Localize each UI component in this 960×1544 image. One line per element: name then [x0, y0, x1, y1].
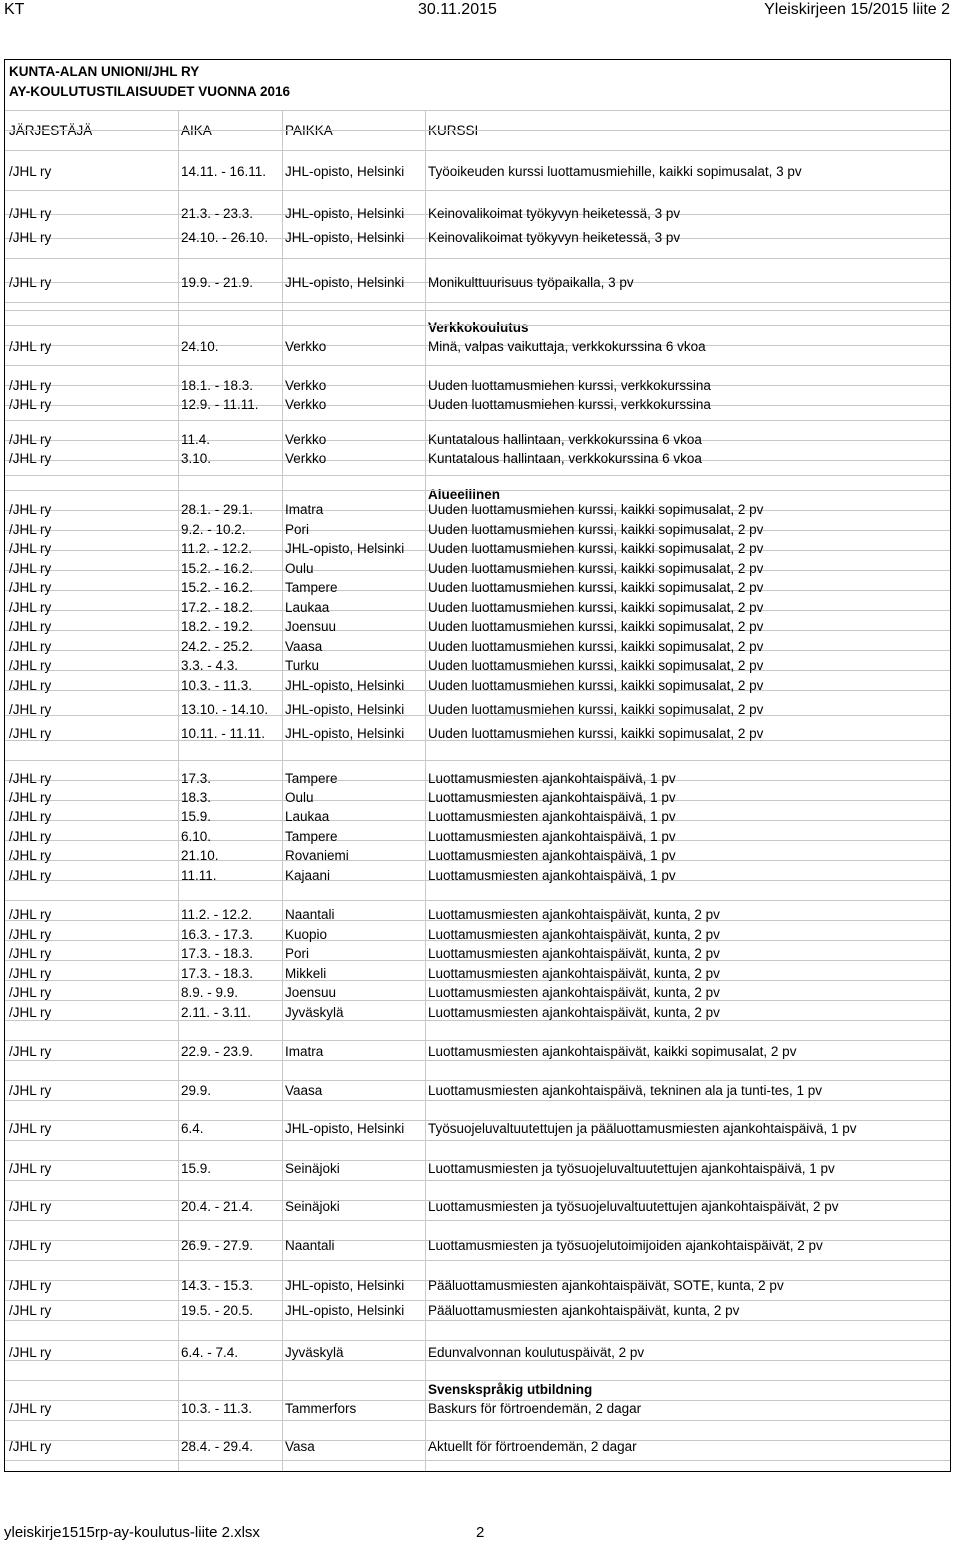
- grid-line: [5, 1180, 950, 1181]
- time-cell: 14.11. - 16.11.: [181, 164, 267, 179]
- place-cell: Naantali: [285, 1238, 335, 1253]
- grid-line: [5, 1100, 950, 1101]
- organizer-cell: /JHL ry: [9, 1199, 52, 1214]
- organizer-cell: /JHL ry: [9, 541, 52, 556]
- table-row: [5, 1237, 950, 1255]
- time-cell: 28.4. - 29.4.: [181, 1439, 254, 1454]
- grid-line: [5, 475, 950, 476]
- time-cell: 19.9. - 21.9.: [181, 275, 254, 290]
- place-cell: JHL-opisto, Helsinki: [285, 726, 405, 741]
- organizer-cell: /JHL ry: [9, 378, 52, 393]
- table-row: [5, 984, 950, 1002]
- time-cell: 29.9.: [181, 1083, 212, 1098]
- place-cell: Verkko: [285, 432, 327, 447]
- organizer-cell: /JHL ry: [9, 1083, 52, 1098]
- table-row: [5, 431, 950, 449]
- grid-line: [5, 760, 950, 761]
- table-row: [5, 808, 950, 826]
- table-row: [5, 789, 950, 807]
- col-header-time: AIKA: [181, 123, 212, 138]
- time-cell: 10.11. - 11.11.: [181, 726, 266, 741]
- course-cell: Luottamusmiesten ajankohtaispäivä, 1 pv: [428, 790, 676, 805]
- time-cell: 3.10.: [181, 451, 212, 466]
- table-row: [5, 450, 950, 468]
- grid-line: [5, 1460, 950, 1461]
- table-row: [5, 1438, 950, 1456]
- course-cell: Uuden luottamusmiehen kurssi, verkkokurssina: [428, 378, 711, 393]
- time-cell: 28.1. - 29.1.: [181, 502, 254, 517]
- organizer-cell: /JHL ry: [9, 164, 52, 179]
- place-cell: JHL-opisto, Helsinki: [285, 1278, 405, 1293]
- place-cell: JHL-opisto, Helsinki: [285, 230, 405, 245]
- place-cell: Vaasa: [285, 639, 323, 654]
- place-cell: Mikkeli: [285, 966, 327, 981]
- organizer-cell: /JHL ry: [9, 1401, 52, 1416]
- time-cell: 17.3. - 18.3.: [181, 966, 254, 981]
- grid-line: [5, 490, 950, 491]
- course-cell: Monikulttuurisuus työpaikalla, 3 pv: [428, 275, 634, 290]
- organizer-cell: /JHL ry: [9, 726, 52, 741]
- time-cell: 18.1. - 18.3.: [181, 378, 254, 393]
- grid-line: [5, 900, 950, 901]
- organizer-cell: /JHL ry: [9, 985, 52, 1000]
- section-verkkokoulutus: Verkkokoulutus: [428, 320, 529, 335]
- grid-line: [5, 150, 950, 151]
- place-cell: JHL-opisto, Helsinki: [285, 164, 405, 179]
- grid-line: [5, 325, 950, 326]
- place-cell: Laukaa: [285, 809, 330, 824]
- time-cell: 17.3. - 18.3.: [181, 946, 254, 961]
- grid-line: [5, 258, 950, 259]
- course-cell: Uuden luottamusmiehen kurssi, verkkokurssina: [428, 397, 711, 412]
- time-cell: 10.3. - 11.3.: [181, 678, 253, 693]
- course-cell: Luottamusmiesten ja työsuojeluvaltuutettujen ajankohtaispäivä, 1 pv: [428, 1161, 835, 1176]
- title-line-1: KUNTA-ALAN UNIONI/JHL RY: [9, 64, 200, 79]
- table-row: [5, 618, 950, 636]
- course-cell: Uuden luottamusmiehen kurssi, kaikki sopimusalat, 2 pv: [428, 600, 764, 615]
- organizer-cell: /JHL ry: [9, 522, 52, 537]
- organizer-cell: /JHL ry: [9, 432, 52, 447]
- course-cell: Luottamusmiesten ajankohtaispäivät, kunta, 2 pv: [428, 946, 720, 961]
- place-cell: Verkko: [285, 451, 327, 466]
- organizer-cell: /JHL ry: [9, 1238, 52, 1253]
- organizer-cell: /JHL ry: [9, 790, 52, 805]
- place-cell: JHL-opisto, Helsinki: [285, 541, 405, 556]
- table-row: [5, 274, 950, 292]
- organizer-cell: /JHL ry: [9, 600, 52, 615]
- course-cell: Uuden luottamusmiehen kurssi, kaikki sopimusalat, 2 pv: [428, 702, 764, 717]
- course-cell: Minä, valpas vaikuttaja, verkkokurssina 6 vkoa: [428, 339, 706, 354]
- course-cell: Uuden luottamusmiehen kurssi, kaikki sopimusalat, 2 pv: [428, 658, 764, 673]
- organizer-cell: /JHL ry: [9, 1005, 52, 1020]
- organizer-cell: /JHL ry: [9, 848, 52, 863]
- time-cell: 2.11. - 3.11.: [181, 1005, 252, 1020]
- organizer-cell: /JHL ry: [9, 580, 52, 595]
- course-cell: Kuntatalous hallintaan, verkkokurssina 6 vkoa: [428, 432, 702, 447]
- organizer-cell: /JHL ry: [9, 1121, 52, 1136]
- time-cell: 15.2. - 16.2.: [181, 561, 254, 576]
- place-cell: Tampere: [285, 829, 338, 844]
- grid-line: [5, 190, 950, 191]
- time-cell: 18.3.: [181, 790, 212, 805]
- time-cell: 11.2. - 12.2.: [181, 541, 253, 556]
- course-cell: Edunvalvonnan koulutuspäivät, 2 pv: [428, 1345, 645, 1360]
- time-cell: 24.10. - 26.10.: [181, 230, 269, 245]
- table-row: [5, 1400, 950, 1418]
- organizer-cell: /JHL ry: [9, 1303, 52, 1318]
- course-cell: Luottamusmiesten ajankohtaispäivät, kunta, 2 pv: [428, 907, 720, 922]
- place-cell: Laukaa: [285, 600, 330, 615]
- place-cell: Kajaani: [285, 868, 331, 883]
- place-cell: Naantali: [285, 907, 335, 922]
- place-cell: Kuopio: [285, 927, 328, 942]
- table-row: [5, 965, 950, 983]
- table-row: [5, 1302, 950, 1320]
- place-cell: Tammerfors: [285, 1401, 357, 1416]
- table-row: [5, 638, 950, 656]
- course-cell: Uuden luottamusmiehen kurssi, kaikki sopimusalat, 2 pv: [428, 522, 764, 537]
- place-cell: Tampere: [285, 771, 338, 786]
- table-row: [5, 701, 950, 719]
- grid-line: [5, 302, 950, 303]
- time-cell: 26.9. - 27.9.: [181, 1238, 254, 1253]
- organizer-cell: /JHL ry: [9, 927, 52, 942]
- table-row: [5, 1277, 950, 1295]
- organizer-cell: /JHL ry: [9, 702, 52, 717]
- time-cell: 16.3. - 17.3.: [181, 927, 254, 942]
- course-cell: Luottamusmiesten ajankohtaispäivä, 1 pv: [428, 868, 676, 883]
- organizer-cell: /JHL ry: [9, 1161, 52, 1176]
- table-row: [5, 560, 950, 578]
- place-cell: Turku: [285, 658, 320, 673]
- place-cell: JHL-opisto, Helsinki: [285, 206, 405, 221]
- grid-line: [5, 1340, 950, 1341]
- course-cell: Uuden luottamusmiehen kurssi, kaikki sopimusalat, 2 pv: [428, 580, 764, 595]
- table-row: [5, 377, 950, 395]
- organizer-cell: /JHL ry: [9, 451, 52, 466]
- place-cell: Oulu: [285, 561, 314, 576]
- place-cell: Joensuu: [285, 985, 337, 1000]
- organizer-cell: /JHL ry: [9, 1044, 52, 1059]
- course-cell: Uuden luottamusmiehen kurssi, kaikki sopimusalat, 2 pv: [428, 541, 764, 556]
- time-cell: 22.9. - 23.9.: [181, 1044, 254, 1059]
- time-cell: 19.5. - 20.5.: [181, 1303, 254, 1318]
- place-cell: Joensuu: [285, 619, 337, 634]
- organizer-cell: /JHL ry: [9, 639, 52, 654]
- organizer-cell: /JHL ry: [9, 678, 52, 693]
- table-row: [5, 599, 950, 617]
- course-cell: Kuntatalous hallintaan, verkkokurssina 6 vkoa: [428, 451, 702, 466]
- header-left: KT: [4, 1, 25, 18]
- course-cell: Baskurs för förtroendemän, 2 dagar: [428, 1401, 642, 1416]
- organizer-cell: /JHL ry: [9, 829, 52, 844]
- footer-filename: yleiskirje1515rp-ay-koulutus-liite 2.xlsx: [4, 1524, 260, 1541]
- time-cell: 13.10. - 14.10.: [181, 702, 269, 717]
- table-row: [5, 1160, 950, 1178]
- table-row: [5, 926, 950, 944]
- page-header: [0, 0, 960, 22]
- grid-line: [5, 110, 950, 111]
- course-cell: Luottamusmiesten ajankohtaispäivä, 1 pv: [428, 848, 676, 863]
- time-cell: 11.11.: [181, 868, 217, 883]
- organizer-cell: /JHL ry: [9, 1345, 52, 1360]
- place-cell: Imatra: [285, 502, 324, 517]
- organizer-cell: /JHL ry: [9, 966, 52, 981]
- table-row: [5, 770, 950, 788]
- time-cell: 24.10.: [181, 339, 219, 354]
- course-cell: Pääluottamusmiesten ajankohtaispäivät, kunta, 2 pv: [428, 1303, 740, 1318]
- time-cell: 18.2. - 19.2.: [181, 619, 254, 634]
- course-cell: Luottamusmiesten ajankohtaispäivä, 1 pv: [428, 829, 676, 844]
- grid-line: [5, 1080, 950, 1081]
- time-cell: 11.4.: [181, 432, 211, 447]
- table-row: [5, 579, 950, 597]
- course-cell: Luottamusmiesten ajankohtaispäivät, kunta, 2 pv: [428, 966, 720, 981]
- time-cell: 6.10.: [181, 829, 212, 844]
- course-cell: Uuden luottamusmiehen kurssi, kaikki sopimusalat, 2 pv: [428, 678, 764, 693]
- course-cell: Aktuellt för förtroendemän, 2 dagar: [428, 1439, 637, 1454]
- header-date: 30.11.2015: [418, 1, 497, 18]
- place-cell: JHL-opisto, Helsinki: [285, 1303, 405, 1318]
- place-cell: Vasa: [285, 1439, 315, 1454]
- organizer-cell: /JHL ry: [9, 1278, 52, 1293]
- place-cell: Jyväskylä: [285, 1005, 344, 1020]
- time-cell: 15.9.: [181, 1161, 212, 1176]
- section-svenskspraakig: Svenskspråkig utbildning: [428, 1382, 593, 1397]
- organizer-cell: /JHL ry: [9, 275, 52, 290]
- organizer-cell: /JHL ry: [9, 1439, 52, 1454]
- course-cell: Luottamusmiesten ajankohtaispäivät, kunta, 2 pv: [428, 927, 720, 942]
- place-cell: Verkko: [285, 339, 327, 354]
- place-cell: Verkko: [285, 378, 327, 393]
- organizer-cell: /JHL ry: [9, 868, 52, 883]
- place-cell: Seinäjoki: [285, 1199, 340, 1214]
- footer-page-number: 2: [476, 1524, 485, 1541]
- table-row: [5, 1004, 950, 1022]
- place-cell: Verkko: [285, 397, 327, 412]
- time-cell: 17.2. - 18.2.: [181, 600, 254, 615]
- place-cell: JHL-opisto, Helsinki: [285, 275, 405, 290]
- course-cell: Luottamusmiesten ajankohtaispäivät, kunta, 2 pv: [428, 1005, 720, 1020]
- time-cell: 10.3. - 11.3.: [181, 1401, 253, 1416]
- grid-line: [5, 1260, 950, 1261]
- table-row: [5, 828, 950, 846]
- grid-line: [5, 1220, 950, 1221]
- time-cell: 3.3. - 4.3.: [181, 658, 239, 673]
- grid-line: [5, 1300, 950, 1301]
- organizer-cell: /JHL ry: [9, 771, 52, 786]
- time-cell: 6.4.: [181, 1121, 204, 1136]
- table-row: [5, 906, 950, 924]
- place-cell: JHL-opisto, Helsinki: [285, 702, 405, 717]
- organizer-cell: /JHL ry: [9, 206, 52, 221]
- grid-line: [5, 365, 950, 366]
- table-row: [5, 867, 950, 885]
- grid-line: [5, 130, 950, 131]
- time-cell: 21.10.: [181, 848, 219, 863]
- column-headers: [5, 122, 950, 140]
- time-cell: 17.3.: [181, 771, 212, 786]
- course-cell: Uuden luottamusmiehen kurssi, kaikki sopimusalat, 2 pv: [428, 726, 764, 741]
- course-cell: Luottamusmiesten ajankohtaispäivät, kunta, 2 pv: [428, 985, 720, 1000]
- place-cell: JHL-opisto, Helsinki: [285, 1121, 405, 1136]
- time-cell: 15.9.: [181, 809, 212, 824]
- place-cell: Oulu: [285, 790, 314, 805]
- table-row: [5, 677, 950, 695]
- place-cell: Tampere: [285, 580, 338, 595]
- table-row: [5, 1043, 950, 1061]
- course-cell: Luottamusmiesten ajankohtaispäivät, kaikki sopimusalat, 2 pv: [428, 1044, 797, 1059]
- table-row: [5, 1082, 950, 1100]
- table-row: [5, 1198, 950, 1216]
- header-right: Yleiskirjeen 15/2015 liite 2: [764, 1, 950, 18]
- course-cell: Keinovalikoimat työkyvyn heiketessä, 3 pv: [428, 230, 681, 245]
- place-cell: Vaasa: [285, 1083, 323, 1098]
- course-cell: Työoikeuden kurssi luottamusmiehille, kaikki sopimusalat, 3 pv: [428, 164, 802, 179]
- place-cell: Imatra: [285, 1044, 324, 1059]
- place-cell: JHL-opisto, Helsinki: [285, 678, 405, 693]
- organizer-cell: /JHL ry: [9, 658, 52, 673]
- organizer-cell: /JHL ry: [9, 339, 52, 354]
- col-header-place: PAIKKA: [285, 123, 333, 138]
- table-row: [5, 847, 950, 865]
- course-cell: Uuden luottamusmiehen kurssi, kaikki sopimusalat, 2 pv: [428, 561, 764, 576]
- col-header-course: KURSSI: [428, 123, 479, 138]
- course-cell: Työsuojeluvaltuutettujen ja pääluottamusmiesten ajankohtaispäivä, 1 pv: [428, 1121, 857, 1136]
- table-row: [5, 163, 950, 181]
- grid-line: [5, 420, 950, 421]
- grid-line: [5, 1320, 950, 1321]
- time-cell: 21.3. - 23.3.: [181, 206, 254, 221]
- table-row: [5, 1344, 950, 1362]
- organizer-cell: /JHL ry: [9, 907, 52, 922]
- course-cell: Luottamusmiesten ja työsuojeluvaltuutettujen ajankohtaispäivät, 2 pv: [428, 1199, 839, 1214]
- place-cell: Seinäjoki: [285, 1161, 340, 1176]
- organizer-cell: /JHL ry: [9, 809, 52, 824]
- organizer-cell: /JHL ry: [9, 561, 52, 576]
- course-cell: Luottamusmiesten ajankohtaispäivä, 1 pv: [428, 809, 676, 824]
- grid-line: [5, 1380, 950, 1381]
- grid-line: [5, 1140, 950, 1141]
- course-cell: Uuden luottamusmiehen kurssi, kaikki sopimusalat, 2 pv: [428, 619, 764, 634]
- table-row: [5, 338, 950, 356]
- time-cell: 20.4. - 21.4.: [181, 1199, 254, 1214]
- time-cell: 11.2. - 12.2.: [181, 907, 253, 922]
- place-cell: Rovaniemi: [285, 848, 349, 863]
- organizer-cell: /JHL ry: [9, 397, 52, 412]
- course-cell: Keinovalikoimat työkyvyn heiketessä, 3 pv: [428, 206, 681, 221]
- section-alueellinen: Alueellinen: [428, 487, 501, 502]
- table-row: [5, 1120, 950, 1138]
- table-row: [5, 501, 950, 519]
- table-row: [5, 229, 950, 247]
- table-row: [5, 396, 950, 414]
- table-row: [5, 725, 950, 743]
- organizer-cell: /JHL ry: [9, 230, 52, 245]
- col-header-organizer: JÄRJESTÄJÄ: [9, 123, 93, 138]
- table-row: [5, 657, 950, 675]
- course-cell: Luottamusmiesten ajankohtaispäivä, 1 pv: [428, 771, 676, 786]
- place-cell: Pori: [285, 946, 310, 961]
- table-row: [5, 945, 950, 963]
- time-cell: 15.2. - 16.2.: [181, 580, 254, 595]
- place-cell: Jyväskylä: [285, 1345, 344, 1360]
- time-cell: 8.9. - 9.9.: [181, 985, 239, 1000]
- time-cell: 24.2. - 25.2.: [181, 639, 254, 654]
- course-cell: Pääluottamusmiesten ajankohtaispäivät, SOTE, kunta, 2 pv: [428, 1278, 784, 1293]
- course-table: [4, 59, 951, 1472]
- organizer-cell: /JHL ry: [9, 502, 52, 517]
- time-cell: 9.2. - 10.2.: [181, 522, 246, 537]
- place-cell: Pori: [285, 522, 310, 537]
- course-cell: Uuden luottamusmiehen kurssi, kaikki sopimusalat, 2 pv: [428, 639, 764, 654]
- time-cell: 12.9. - 11.11.: [181, 397, 259, 412]
- organizer-cell: /JHL ry: [9, 619, 52, 634]
- grid-line: [5, 1420, 950, 1421]
- table-row: [5, 205, 950, 223]
- time-cell: 14.3. - 15.3.: [181, 1278, 254, 1293]
- time-cell: 6.4. - 7.4.: [181, 1345, 239, 1360]
- course-cell: Luottamusmiesten ja työsuojelutoimijoiden ajankohtaispäivät, 2 pv: [428, 1238, 823, 1253]
- grid-line: [5, 310, 950, 311]
- table-row: [5, 521, 950, 539]
- title-line-2: AY-KOULUTUSTILAISUUDET VUONNA 2016: [9, 84, 291, 99]
- course-cell: Uuden luottamusmiehen kurssi, kaikki sopimusalat, 2 pv: [428, 502, 764, 517]
- grid-line: [5, 1040, 950, 1041]
- organizer-cell: /JHL ry: [9, 946, 52, 961]
- table-row: [5, 540, 950, 558]
- course-cell: Luottamusmiesten ajankohtaispäivä, tekninen ala ja tunti-tes, 1 pv: [428, 1083, 822, 1098]
